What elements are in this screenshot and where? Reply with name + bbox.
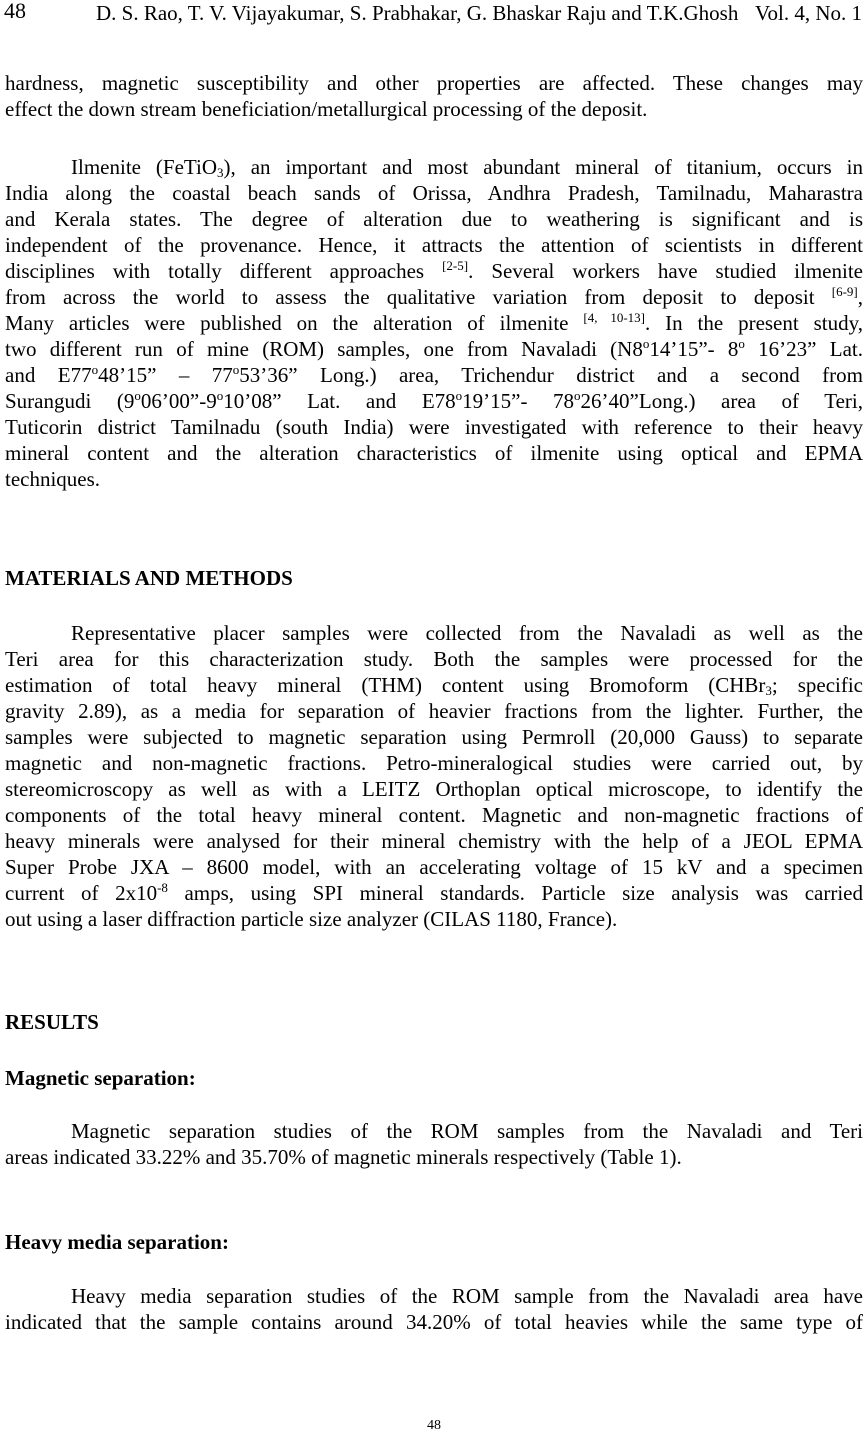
header-authors: D. S. Rao, T. V. Vijayakumar, S. Prabhakar, G. Bhaskar Raju and T.K.Ghosh <box>96 1 739 25</box>
text-line: heavy minerals were analysed for their mineral chemistry with the help of a JEOL EPMA <box>5 829 863 853</box>
header-volume: Vol. 4, No. 1 <box>755 1 862 25</box>
text-line: current of $2x10^{-8}$ amps, using SPI mineral standards. Particle size analysis was carried <box>5 880 863 905</box>
text-line: two different run of mine (ROM) samples, one from Navaladi (N8$^o$14’15”- 8$^o$ 16’23” Lat. <box>5 336 863 361</box>
text-line: stereomicroscopy as well as with a LEITZ Orthoplan optical microscope, to identify the <box>5 777 863 801</box>
text-line: out using a laser diffraction particle size analyzer (CILAS 1180, France). <box>5 907 618 931</box>
text-line: effect the down stream beneficiation/metallurgical processing of the deposit. <box>5 97 648 121</box>
text-line: disciplines with totally different approaches [2-5]. Several workers have studied ilmenite <box>5 258 863 283</box>
text-line: estimation of total heavy mineral (THM) content using Bromoform (CHBr$_3$; specific <box>5 673 864 698</box>
footer-page-number: 48 <box>427 1418 441 1433</box>
text-line: samples were subjected to magnetic separation using Permroll (20,000 Gauss) to separate <box>5 725 863 749</box>
citation: [6-9] <box>831 284 858 299</box>
text-line: Representative placer samples were collected from the Navaladi as well as the <box>71 621 863 645</box>
text-line: mineral content and the alteration characteristics of ilmenite using optical and EPMA <box>5 441 863 465</box>
text-line: Magnetic separation studies of the ROM samples from the Navaladi and Teri <box>71 1119 863 1143</box>
text-line: and Kerala states. The degree of alteration due to weathering is significant and is <box>5 207 863 231</box>
heading-materials-methods: MATERIALS AND METHODS <box>5 566 293 590</box>
text-line: from across the world to assess the qualitative variation from deposit to deposit [6-9], <box>5 284 863 309</box>
text-line: techniques. <box>5 467 101 491</box>
running-header <box>0 0 868 26</box>
paragraph-intro-continued <box>5 70 863 122</box>
text-line: magnetic and non-magnetic fractions. Petro-mineralogical studies were carried out, by <box>5 751 863 775</box>
text-line: components of the total heavy mineral content. Magnetic and non-magnetic fractions of <box>5 803 863 827</box>
text-line: indicated that the sample contains around 34.20% of total heavies while the same type of <box>5 1310 863 1334</box>
text-line: Tuticorin district Tamilnadu (south India) were investigated with reference to their heavy <box>5 415 863 439</box>
paragraph-methods <box>5 620 863 932</box>
paragraph-magnetic <box>5 1118 863 1170</box>
header-page-number: 48 <box>4 0 26 23</box>
text-line: and E77$^o$48’15” – 77$^o$53’36” Long.) area, Trichendur district and a second from <box>5 362 863 387</box>
citation: [4, 10-13] <box>583 310 645 325</box>
text-line: Teri area for this characterization study. Both the samples were processed for the <box>5 647 863 671</box>
heading-magnetic-separation: Magnetic separation: <box>5 1066 196 1090</box>
text-line: Many articles were published on the alteration of ilmenite [4, 10-13]. In the present study, <box>5 310 863 335</box>
text-line: Surangudi (9$^o$06’00”-9$^o$10’08” Lat. and E78$^o$19’15”- 78$^o$26’40”Long.) area of Teri, <box>5 388 863 413</box>
heading-results: RESULTS <box>5 1010 99 1034</box>
text-line: gravity 2.89), as a media for separation of heavier fractions from the lighter. Further, the <box>5 699 863 723</box>
text-line: India along the coastal beach sands of Orissa, Andhra Pradesh, Tamilnadu, Maharastra <box>5 181 863 205</box>
heading-heavy-media-separation: Heavy media separation: <box>5 1230 229 1254</box>
text-line: Super Probe JXA – 8600 model, with an accelerating voltage of 15 kV and a specimen <box>5 855 863 879</box>
text-line: independent of the provenance. Hence, it attracts the attention of scientists in different <box>5 233 863 257</box>
text-line: Heavy media separation studies of the ROM sample from the Navaladi area have <box>71 1284 863 1308</box>
text-line: hardness, magnetic susceptibility and other properties are affected. These changes may <box>5 71 863 95</box>
text-line: Ilmenite (FeTiO$_3$), an important and most abundant mineral of titanium, occurs in <box>71 155 863 180</box>
paragraph-heavy-media <box>5 1283 863 1335</box>
paragraph-ilmenite <box>5 154 863 492</box>
citation: [2-5] <box>442 258 469 273</box>
text-line: areas indicated 33.22% and 35.70% of magnetic minerals respectively (Table 1). <box>5 1145 682 1169</box>
